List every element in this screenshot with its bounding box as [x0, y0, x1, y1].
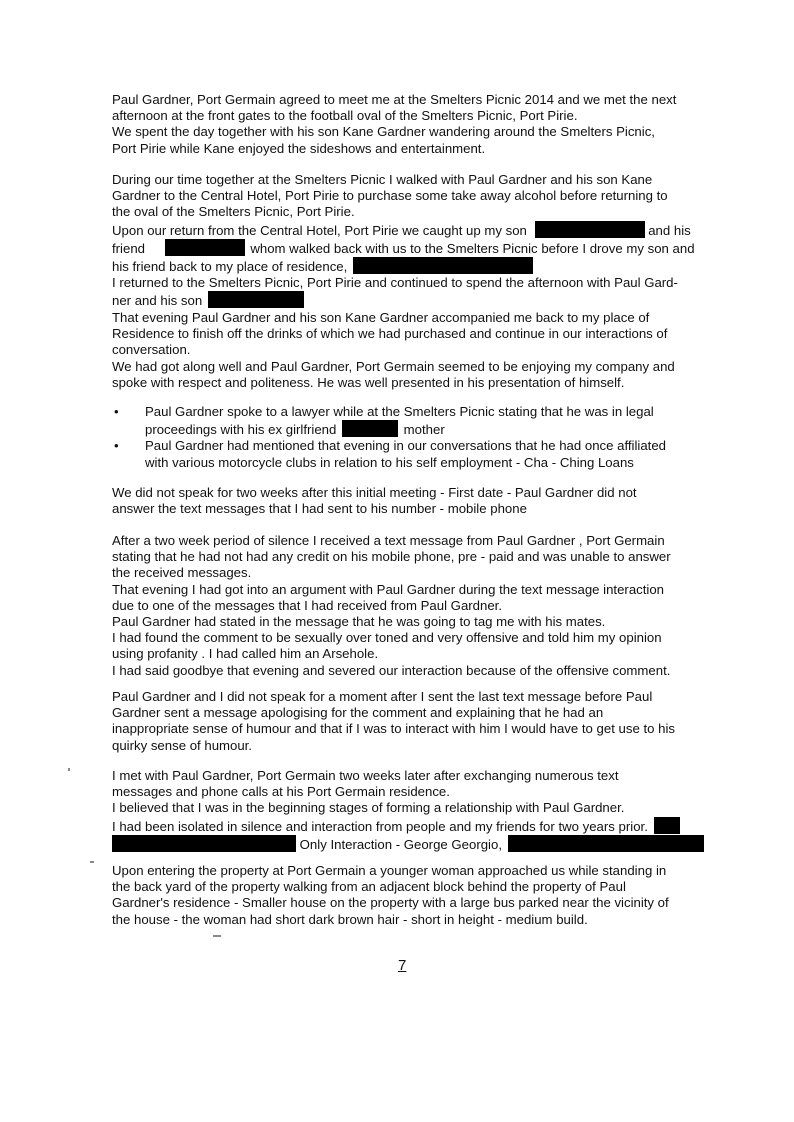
text-line: spoke with respect and politeness. He was well presented in his presentation of himself.	[112, 374, 625, 390]
text-line: quirky sense of humour.	[112, 737, 253, 753]
text-line: Gardner sent a message apologising for the comment and explaining that he had an	[112, 705, 604, 721]
text-line: I believed that I was in the beginning stages of forming a relationship with Paul Gardner.	[112, 800, 625, 816]
text-fragment: proceedings with his ex girlfriend	[145, 422, 337, 438]
paragraph-evening	[112, 310, 702, 391]
redaction-bar	[112, 835, 296, 852]
text-line: the back yard of the property walking from an adjacent block behind the property of Paul	[112, 879, 626, 895]
text-line: Gardner's residence - Smaller house on the property with a large bus parked near the vicinity of	[112, 895, 669, 911]
bullet-marker: •	[114, 404, 119, 419]
redaction-bar	[353, 257, 533, 274]
text-fragment: whom walked back with us to the Smelters Picnic before I drove my son and	[250, 240, 695, 256]
text-line: We had got along well and Paul Gardner, Port Germain seemed to be enjoying my company and	[112, 358, 675, 374]
text-line	[112, 257, 702, 275]
text-line: inappropriate sense of humour and that if I was to interact with him I would have to get use to his	[112, 721, 675, 737]
text-line: I had found the comment to be sexually over toned and very offensive and told him my opinion	[112, 630, 662, 646]
list-item	[112, 404, 712, 438]
text-fragment: mother	[403, 422, 445, 438]
text-line: with various motorcycle clubs in relation to his self employment - Cha - Ching Loans	[145, 454, 634, 470]
scan-speck	[90, 861, 94, 863]
scan-speck	[68, 768, 70, 771]
paragraph-port-germain-meeting	[112, 768, 702, 853]
text-line: We spent the day together with his son Kane Gardner wandering around the Smelters Picnic,	[112, 124, 655, 140]
text-line: Paul Gardner spoke to a lawyer while at the Smelters Picnic stating that he was in legal	[145, 404, 654, 419]
text-line: afternoon at the front gates to the football oval of the Smelters Picnic, Port Pirie.	[112, 108, 578, 124]
text-fragment: and his	[648, 222, 691, 238]
text-line: That evening I had got into an argument with Paul Gardner during the text message interaction	[112, 581, 665, 597]
text-line: I met with Paul Gardner, Port Germain two weeks later after exchanging numerous text	[112, 768, 619, 783]
text-line	[112, 221, 702, 239]
scan-speck	[213, 935, 221, 937]
text-line: We did not speak for two weeks after this initial meeting - First date - Paul Gardner did not	[112, 485, 637, 500]
text-fragment: friend	[112, 240, 145, 256]
redaction-bar	[165, 239, 245, 256]
text-fragment: ner and his son	[112, 293, 203, 309]
paragraph-central-hotel	[112, 172, 702, 310]
text-line	[112, 239, 702, 257]
text-line	[145, 420, 712, 438]
text-line: After a two week period of silence I received a text message from Paul Gardner , Port Germain	[112, 533, 665, 548]
text-line: the received messages.	[112, 565, 252, 581]
page-number: 7	[398, 957, 407, 974]
redaction-bar	[208, 291, 304, 308]
text-line	[112, 291, 702, 309]
text-line: Paul Gardner and I did not speak for a moment after I sent the last text message before Paul	[112, 689, 653, 704]
redaction-bar	[535, 221, 645, 238]
text-line: I had said goodbye that evening and severed our interaction because of the offensive comment.	[112, 662, 671, 678]
text-line	[112, 817, 702, 835]
text-line: Residence to finish off the drinks of which we had purchased and continue in our interactions of	[112, 326, 668, 342]
text-line: messages and phone calls at his Port Germain residence.	[112, 784, 450, 800]
paragraph-smelters-meeting	[112, 92, 702, 157]
text-fragment: Upon our return from the Central Hotel, Port Pirie we caught up my son	[112, 222, 527, 238]
paragraph-younger-woman	[112, 863, 702, 928]
text-line: conversation.	[112, 342, 191, 358]
text-line: During our time together at the Smelters Picnic I walked with Paul Gardner and his son Kane	[112, 172, 653, 187]
text-line: Upon entering the property at Port Germain a younger woman approached us while standing in	[112, 863, 667, 878]
text-line: Paul Gardner, Port Germain agreed to meet me at the Smelters Picnic 2014 and we met the next	[112, 92, 677, 107]
text-line: stating that he had not had any credit on his mobile phone, pre - paid and was unable to answer	[112, 549, 671, 565]
text-line: Gardner to the Central Hotel, Port Pirie to purchase some take away alcohol before returning to	[112, 188, 668, 204]
paragraph-text-message	[112, 533, 702, 679]
text-line	[112, 835, 702, 853]
paragraph-apology	[112, 689, 702, 754]
redaction-bar	[508, 835, 704, 852]
text-line: That evening Paul Gardner and his son Kane Gardner accompanied me back to my place of	[112, 310, 650, 325]
text-line: the oval of the Smelters Picnic, Port Pirie.	[112, 204, 355, 220]
list-item	[112, 438, 712, 470]
paragraph-two-weeks-silence	[112, 485, 702, 517]
text-line: Paul Gardner had mentioned that evening in our conversations that he had once affiliated	[145, 438, 667, 454]
redaction-bar	[342, 420, 398, 437]
text-fragment: his friend back to my place of residence,	[112, 259, 348, 275]
text-fragment: I had been isolated in silence and interaction from people and my friends for two years prior.	[112, 818, 648, 834]
bullet-marker: •	[114, 438, 119, 454]
text-line: Port Pirie while Kane enjoyed the sideshows and entertainment.	[112, 140, 486, 156]
redaction-bar	[654, 817, 680, 834]
text-line: the house - the woman had short dark brown hair - short in height - medium build.	[112, 911, 588, 927]
text-line: using profanity . I had called him an Arsehole.	[112, 646, 379, 662]
text-line: I returned to the Smelters Picnic, Port Pirie and continued to spend the afternoon with Paul Gard-	[112, 275, 678, 291]
text-fragment: Only Interaction - George Georgio,	[299, 836, 502, 852]
text-line: answer the text messages that I had sent to his number - mobile phone	[112, 501, 527, 517]
text-line: due to one of the messages that I had received from Paul Gardner.	[112, 597, 502, 613]
bullet-list	[112, 404, 712, 471]
text-line: Paul Gardner had stated in the message that he was going to tag me with his mates.	[112, 614, 606, 630]
